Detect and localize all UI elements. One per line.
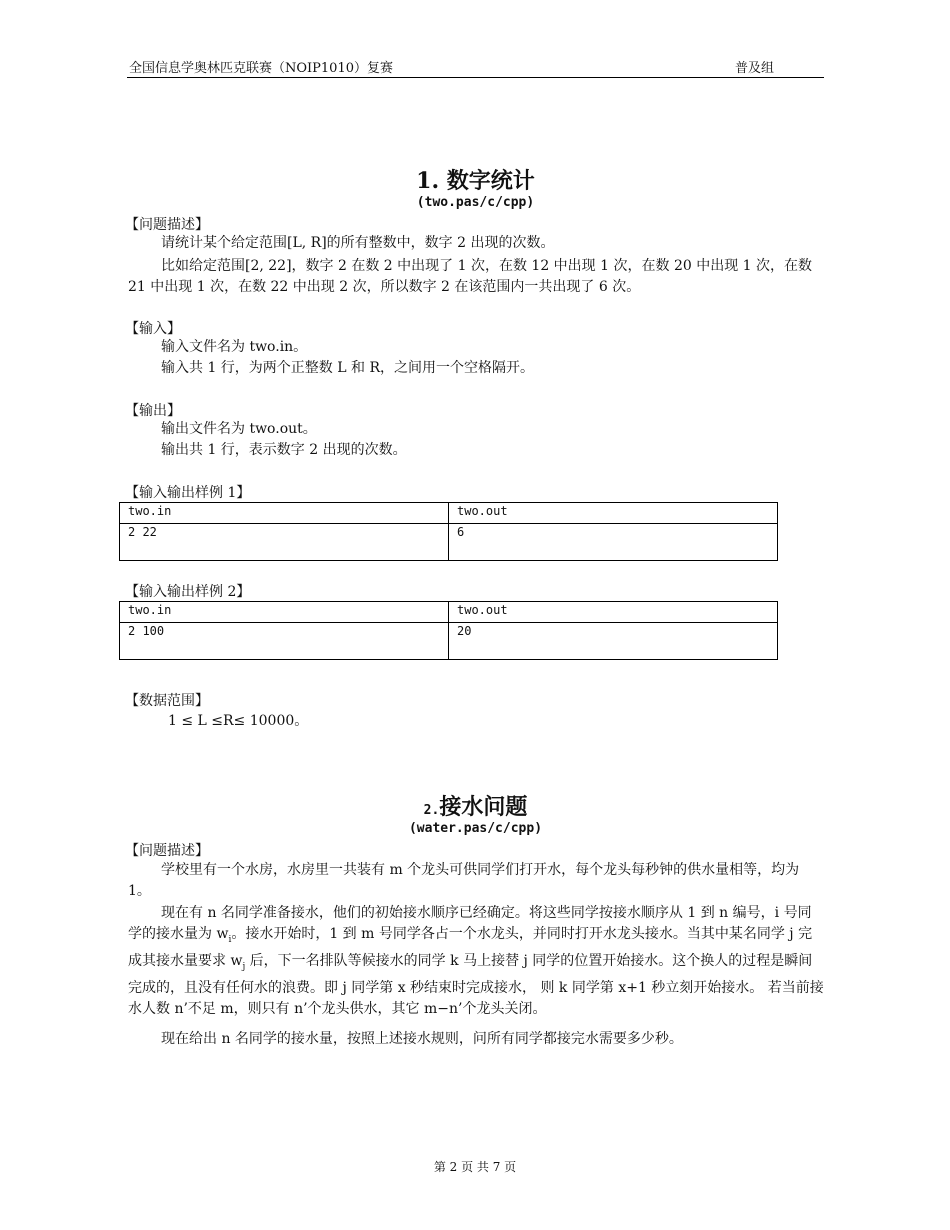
problem2-desc-p3: 现在给出 n 名同学的接水量，按照上述接水规则，问所有同学都接完水需要多少秒。 <box>161 1031 683 1047</box>
problem1-output-heading: 【输出】 <box>125 403 181 419</box>
header-contest-title: 全国信息学奥林匹克联赛（NOIP1010）复赛 <box>129 61 393 76</box>
page-header <box>127 57 824 78</box>
sample1-in-filename: two.in <box>120 503 449 524</box>
sample2-table <box>119 601 778 660</box>
subscript-i: i <box>228 934 232 945</box>
sample2-out-filename: two.out <box>449 602 778 623</box>
sample1-heading: 【输入输出样例 1】 <box>125 485 251 501</box>
page-footer: 第 2 页 共 7 页 <box>433 1160 517 1174</box>
problem1-input-heading: 【输入】 <box>125 321 181 337</box>
problem1-input-line1: 输入文件名为 two.in。 <box>161 339 308 355</box>
problem1-title: 1. 数字统计 <box>416 168 535 194</box>
problem2-title <box>127 790 824 821</box>
sample1-table <box>119 502 778 561</box>
problem2-p2-part-a: 现在有 n 名同学准备接水，他们的初始接水顺序已经确定。将这些同学按接水顺序从 1 到 n 编号，i 号同学的接水量为 w <box>128 905 812 942</box>
sample2-heading: 【输入输出样例 2】 <box>125 584 251 600</box>
problem1-desc-p1: 请统计某个给定范围[L, R]的所有整数中，数字 2 出现的次数。 <box>161 235 555 251</box>
sample1-in-value: 2 22 <box>120 524 449 561</box>
problem2-desc-p2 <box>128 903 824 1020</box>
sample1-out-filename: two.out <box>449 503 778 524</box>
sample2-in-filename: two.in <box>120 602 449 623</box>
problem2-number: 2. <box>423 803 440 818</box>
sample2-in-value: 2 100 <box>120 623 449 660</box>
problem1-desc-p2: 比如给定范围[2, 22]，数字 2 在数 2 中出现了 1 次，在数 12 中出现 1 次，在数 20 中出现 1 次，在数 21 中出现 1 次，在数 22 中出现 2 次，所以数字 2 在该范围内一共出现了 6 次。 <box>128 258 813 295</box>
problem1-desc-heading: 【问题描述】 <box>125 217 209 233</box>
sample1-out-value: 6 <box>449 524 778 561</box>
problem2-desc-p1: 学校里有一个水房，水房里一共装有 m 个龙头可供同学们打开水，每个龙头每秒钟的供水量相等，均为 1。 <box>128 862 800 899</box>
problem1-output-line1: 输出文件名为 two.out。 <box>161 421 317 437</box>
problem2-title-text: 接水问题 <box>439 794 528 820</box>
header-group: 普及组 <box>735 61 775 76</box>
problem1-output-line2: 输出共 1 行，表示数字 2 出现的次数。 <box>161 442 407 458</box>
problem1-file: (two.pas/c/cpp) <box>416 195 535 210</box>
problem2-p2-part-b: 。接水开始时，1 到 m 号同学各占一个水龙头，并同时打开水龙头接水。当其中某名同学 j 完成其接水量要求 w <box>128 926 813 969</box>
problem1-range-text: 1 ≤ L ≤R≤ 10000。 <box>168 713 309 729</box>
problem1-range-heading: 【数据范围】 <box>125 693 209 709</box>
problem2-desc-heading: 【问题描述】 <box>125 843 209 859</box>
subscript-j: j <box>242 961 246 972</box>
sample2-out-value: 20 <box>449 623 778 660</box>
problem2-file: (water.pas/c/cpp) <box>408 821 543 836</box>
problem1-input-line2: 输入共 1 行，为两个正整数 L 和 R，之间用一个空格隔开。 <box>161 360 534 376</box>
problem2-p2-part-c: 后，下一名排队等候接水的同学 k 马上接替 j 同学的位置开始接水。这个换人的过程是瞬间完成的，且没有任何水的浪费。即 j 同学第 x 秒结束时完成接水， 则 k 同学第 x+1 秒立刻开始接水。 若当前接水人数 n’不足 m，则只有 n’个龙头供水，其它 m−n’个龙头关闭。 <box>128 952 824 1017</box>
